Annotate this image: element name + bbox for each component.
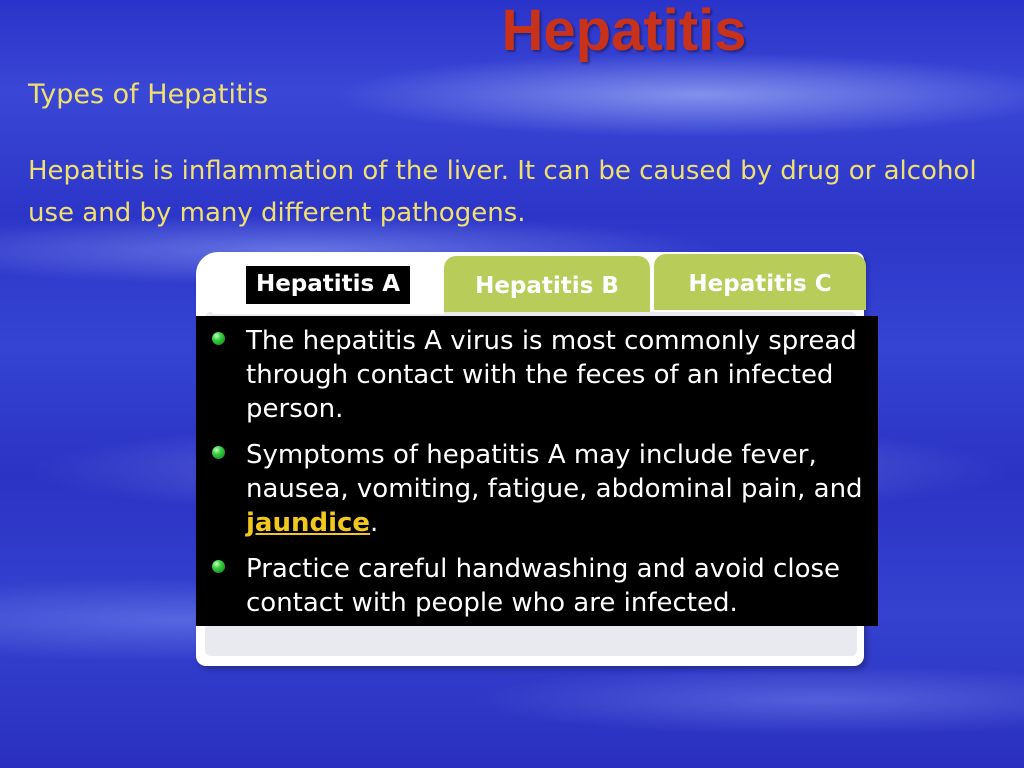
slide-subtitle: Types of Hepatitis — [28, 79, 269, 110]
tab-label: Hepatitis A — [246, 266, 410, 304]
bullet-text: Practice careful handwashing and avoid close contact with people who are infected. — [246, 554, 841, 618]
intro-paragraph: Hepatitis is inflammation of the liver. It can be caused by drug or alcohol use and by many different pathogens. — [28, 156, 977, 228]
tab-content — [196, 316, 878, 626]
tab-hepatitis-a[interactable] — [212, 258, 444, 314]
tab-label: Hepatitis C — [688, 271, 832, 297]
list-item — [212, 438, 866, 540]
bullet-icon — [212, 446, 225, 459]
bullet-icon — [212, 560, 225, 573]
tab-hepatitis-c[interactable] — [654, 254, 866, 310]
list-item — [212, 324, 866, 426]
jaundice-link[interactable]: jaundice — [246, 508, 371, 538]
tab-label: Hepatitis B — [475, 273, 619, 299]
tab-hepatitis-b[interactable] — [444, 256, 650, 312]
bullet-text: The hepatitis A virus is most commonly spread through contact with the feces of an infected person. — [246, 326, 857, 424]
bullet-text: Symptoms of hepatitis A may include fever, nausea, vomiting, fatigue, abdominal pain, and — [246, 440, 863, 504]
slide-title: Hepatitis — [501, 0, 747, 63]
list-item — [212, 552, 866, 620]
bullet-icon — [212, 332, 225, 345]
bullet-text-end: . — [370, 508, 379, 538]
